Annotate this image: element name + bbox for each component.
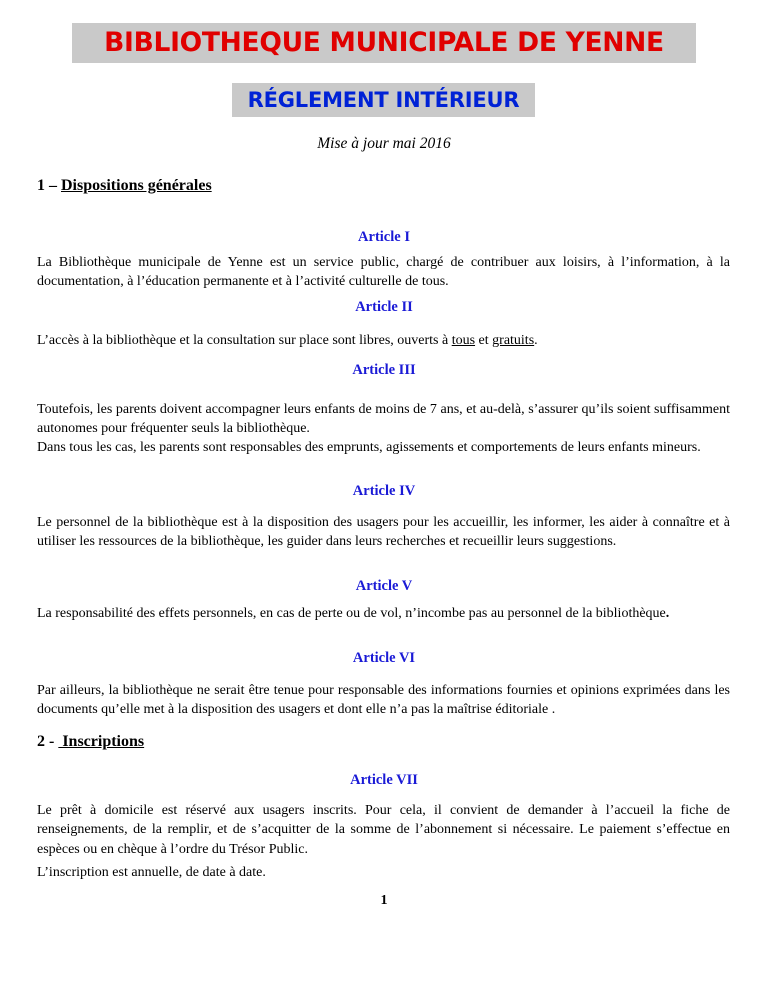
section-1-title: Dispositions générales (61, 177, 212, 194)
document-subtitle (232, 83, 535, 117)
article-5-end: . (665, 606, 670, 621)
section-heading-1 (37, 177, 212, 195)
article-5-text (37, 604, 730, 623)
article-3-heading: Article III (352, 362, 416, 378)
article-4-text: Le personnel de la bibliothèque est à la disposition des usagers pour les accueillir, les informer, les aider à connaître et à utiliser les ressources de la bibliothèque, les guider dans leurs recherches et recueillir leurs suggestions. (37, 515, 730, 550)
document-title (72, 23, 696, 63)
article-1-text: La Bibliothèque municipale de Yenne est un service public, chargé de contribuer aux loisirs, à l’information, à la documentation, à l’éducation permanente et à l’activité culturelle de tous. (37, 255, 730, 290)
article-7-text-1: Le prêt à domicile est réservé aux usagers inscrits. Pour cela, il convient de demander à l’accueil la fiche de renseignements, de la remplir, et de s’acquitter de la somme de l’abonnement si nécessaire. Le paiement s’effectue en espèces ou en chèque à l’ordre du Trésor Public. (37, 803, 730, 857)
update-date: Mise à jour mai 2016 (317, 135, 451, 152)
article-5-heading: Article V (355, 578, 413, 594)
page-number: 1 (380, 893, 388, 908)
section-2-title: Inscriptions (58, 733, 145, 750)
article-2-end: . (534, 333, 538, 348)
section-heading-2 (37, 733, 144, 751)
document-title-text: BIBLIOTHEQUE MUNICIPALE DE YENNE (104, 27, 664, 58)
section-2-number: 2 - (37, 733, 59, 750)
article-2-et: et (475, 333, 493, 348)
article-4-heading: Article IV (352, 483, 416, 499)
article-2-tous: tous (451, 333, 476, 348)
article-3-text-1: Toutefois, les parents doivent accompagner leurs enfants de moins de 7 ans, et au-delà, s’assurer qu’ils soient suffisamment autonomes pour fréquenter seuls la bibliothèque. (37, 402, 730, 437)
article-6-text: Par ailleurs, la bibliothèque ne serait être tenue pour responsable des informations fournies et opinions exprimées dans les documents qu’elle met à la disposition des usagers et dont elle n’a pas la maîtrise éditoriale . (37, 683, 730, 718)
article-6-heading: Article VI (352, 650, 416, 666)
article-2-gratuits: gratuits (492, 333, 535, 348)
section-1-number: 1 – (37, 177, 61, 194)
document-subtitle-text: RÉGLEMENT INTÉRIEUR (247, 88, 520, 112)
article-7-heading: Article VII (350, 772, 418, 788)
article-2-text-start: L’accès à la bibliothèque et la consultation sur place sont libres, ouverts à (37, 333, 452, 348)
article-2-heading: Article II (355, 299, 413, 315)
article-2-text (37, 331, 730, 350)
article-7-text-2: L’inscription est annuelle, de date à date. (37, 865, 266, 880)
article-3-text-2: Dans tous les cas, les parents sont responsables des emprunts, agissements et comportements de leurs enfants mineurs. (37, 440, 701, 455)
article-1-heading: Article I (358, 229, 410, 245)
article-5-text-body: La responsabilité des effets personnels, en cas de perte ou de vol, n’incombe pas au personnel de la bibliothèque (37, 606, 666, 621)
